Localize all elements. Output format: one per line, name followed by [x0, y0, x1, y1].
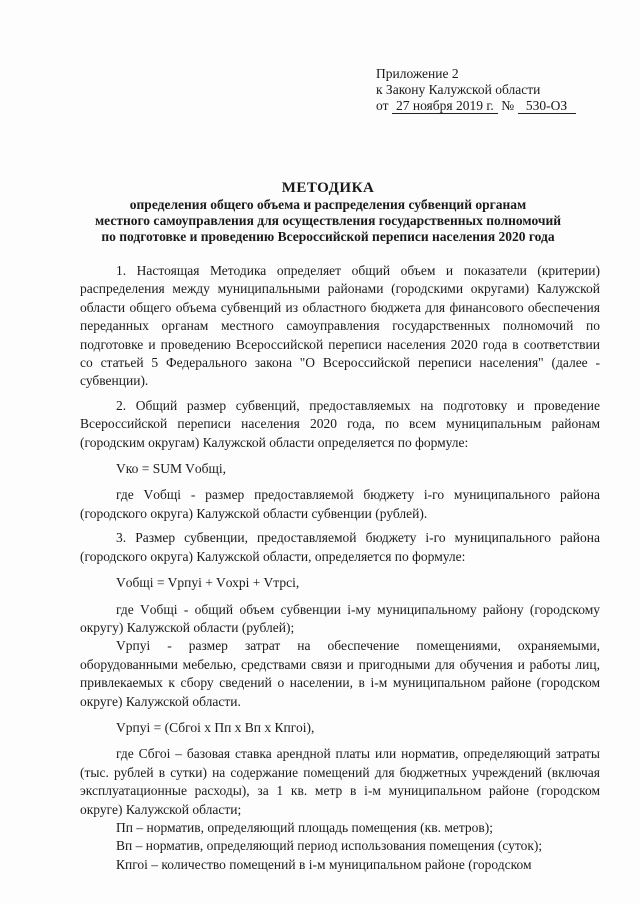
- appendix-header: [376, 66, 576, 114]
- appendix-line-3: [376, 98, 576, 114]
- document-title: МЕТОДИКА: [281, 180, 375, 196]
- appendix-line-2: к Закону Калужской области: [376, 82, 541, 97]
- paragraph-3: где Vобщi - размер предоставляемой бюджету i-го муниципального района (городского округа) Калужской области субвенции (рублей).: [80, 487, 600, 521]
- appendix-date: 27 ноября 2019 г.: [392, 99, 498, 114]
- paragraph-5: где Vобщi - общий объем субвенции i-му муниципальному району (городскому округу) Калужской области (рублей);: [80, 601, 600, 635]
- paragraph-10: Кпгоi – количество помещений в i-м муниципальном районе (городском: [116, 856, 532, 872]
- paragraph-6: Vрпуi - размер затрат на обеспечение помещениями, охраняемыми, оборудованными мебелью, средствами связи и пригодными для обучения и работы лиц, привлекаемых к сбору сведений о населении, в i-м муниципальном районе (городском округе) Калужской области.: [80, 638, 600, 709]
- appendix-num-sign: №: [501, 98, 515, 113]
- formula-3: Vрпуi = (Сбгоi х Пп х Вп х Кпгоi),: [116, 719, 315, 735]
- formula-1: Vко = SUM Vобщi,: [116, 461, 227, 477]
- paragraph-8: Пп – норматив, определяющий площадь помещения (кв. метров);: [116, 819, 494, 835]
- subtitle-line-3: по подготовке и проведению Всероссийской переписи населения 2020 года: [101, 229, 555, 244]
- document-body: [80, 262, 600, 874]
- paragraph-9: Вп – норматив, определяющий период использования помещения (суток);: [116, 838, 543, 854]
- appendix-number: 530-ОЗ: [518, 99, 576, 114]
- paragraph-1: 1. Настоящая Методика определяет общий объем и показатели (критерии) распределения между муниципальными районами (городскими округами) Калужской области общего объема субвенций из областного бюджета для финансового обеспечения переданных органам местного самоуправления государственных полномочий по подготовке и проведению Всероссийской переписи населения 2020 года в соответствии со статьей 5 Федерального закона "О Всероссийской переписи населения" (далее - субвенции).: [80, 263, 600, 389]
- document-subtitle: [58, 197, 598, 245]
- paragraph-4: 3. Размер субвенции, предоставляемой бюджету i-го муниципального района (городского округа) Калужской области, определяется по формуле:: [80, 530, 600, 564]
- subtitle-line-1: определения общего объема и распределения субвенций органам: [129, 197, 527, 212]
- paragraph-2: 2. Общий размер субвенций, предоставляемых на подготовку и проведение Всероссийской переписи населения 2020 года, по всем муниципальным районам (городским округам) Калужской области определяется по формуле:: [80, 397, 600, 450]
- paragraph-7: где Сбгоi – базовая ставка арендной платы или норматив, определяющий затраты (тыс. рублей в сутки) на содержание помещений для бюджетных учреждений (включая эксплуатационные расходы), за 1 кв. метр в i-м муниципальном районе (городском округе) Калужской области;: [80, 746, 600, 817]
- formula-2: Vобщi = Vрпуi + Vохрi + Vтрсi,: [116, 575, 300, 591]
- subtitle-line-2: местного самоуправления для осуществления государственных полномочий: [94, 213, 562, 228]
- appendix-prefix: от: [376, 98, 389, 113]
- appendix-line-1: Приложение 2: [376, 66, 459, 81]
